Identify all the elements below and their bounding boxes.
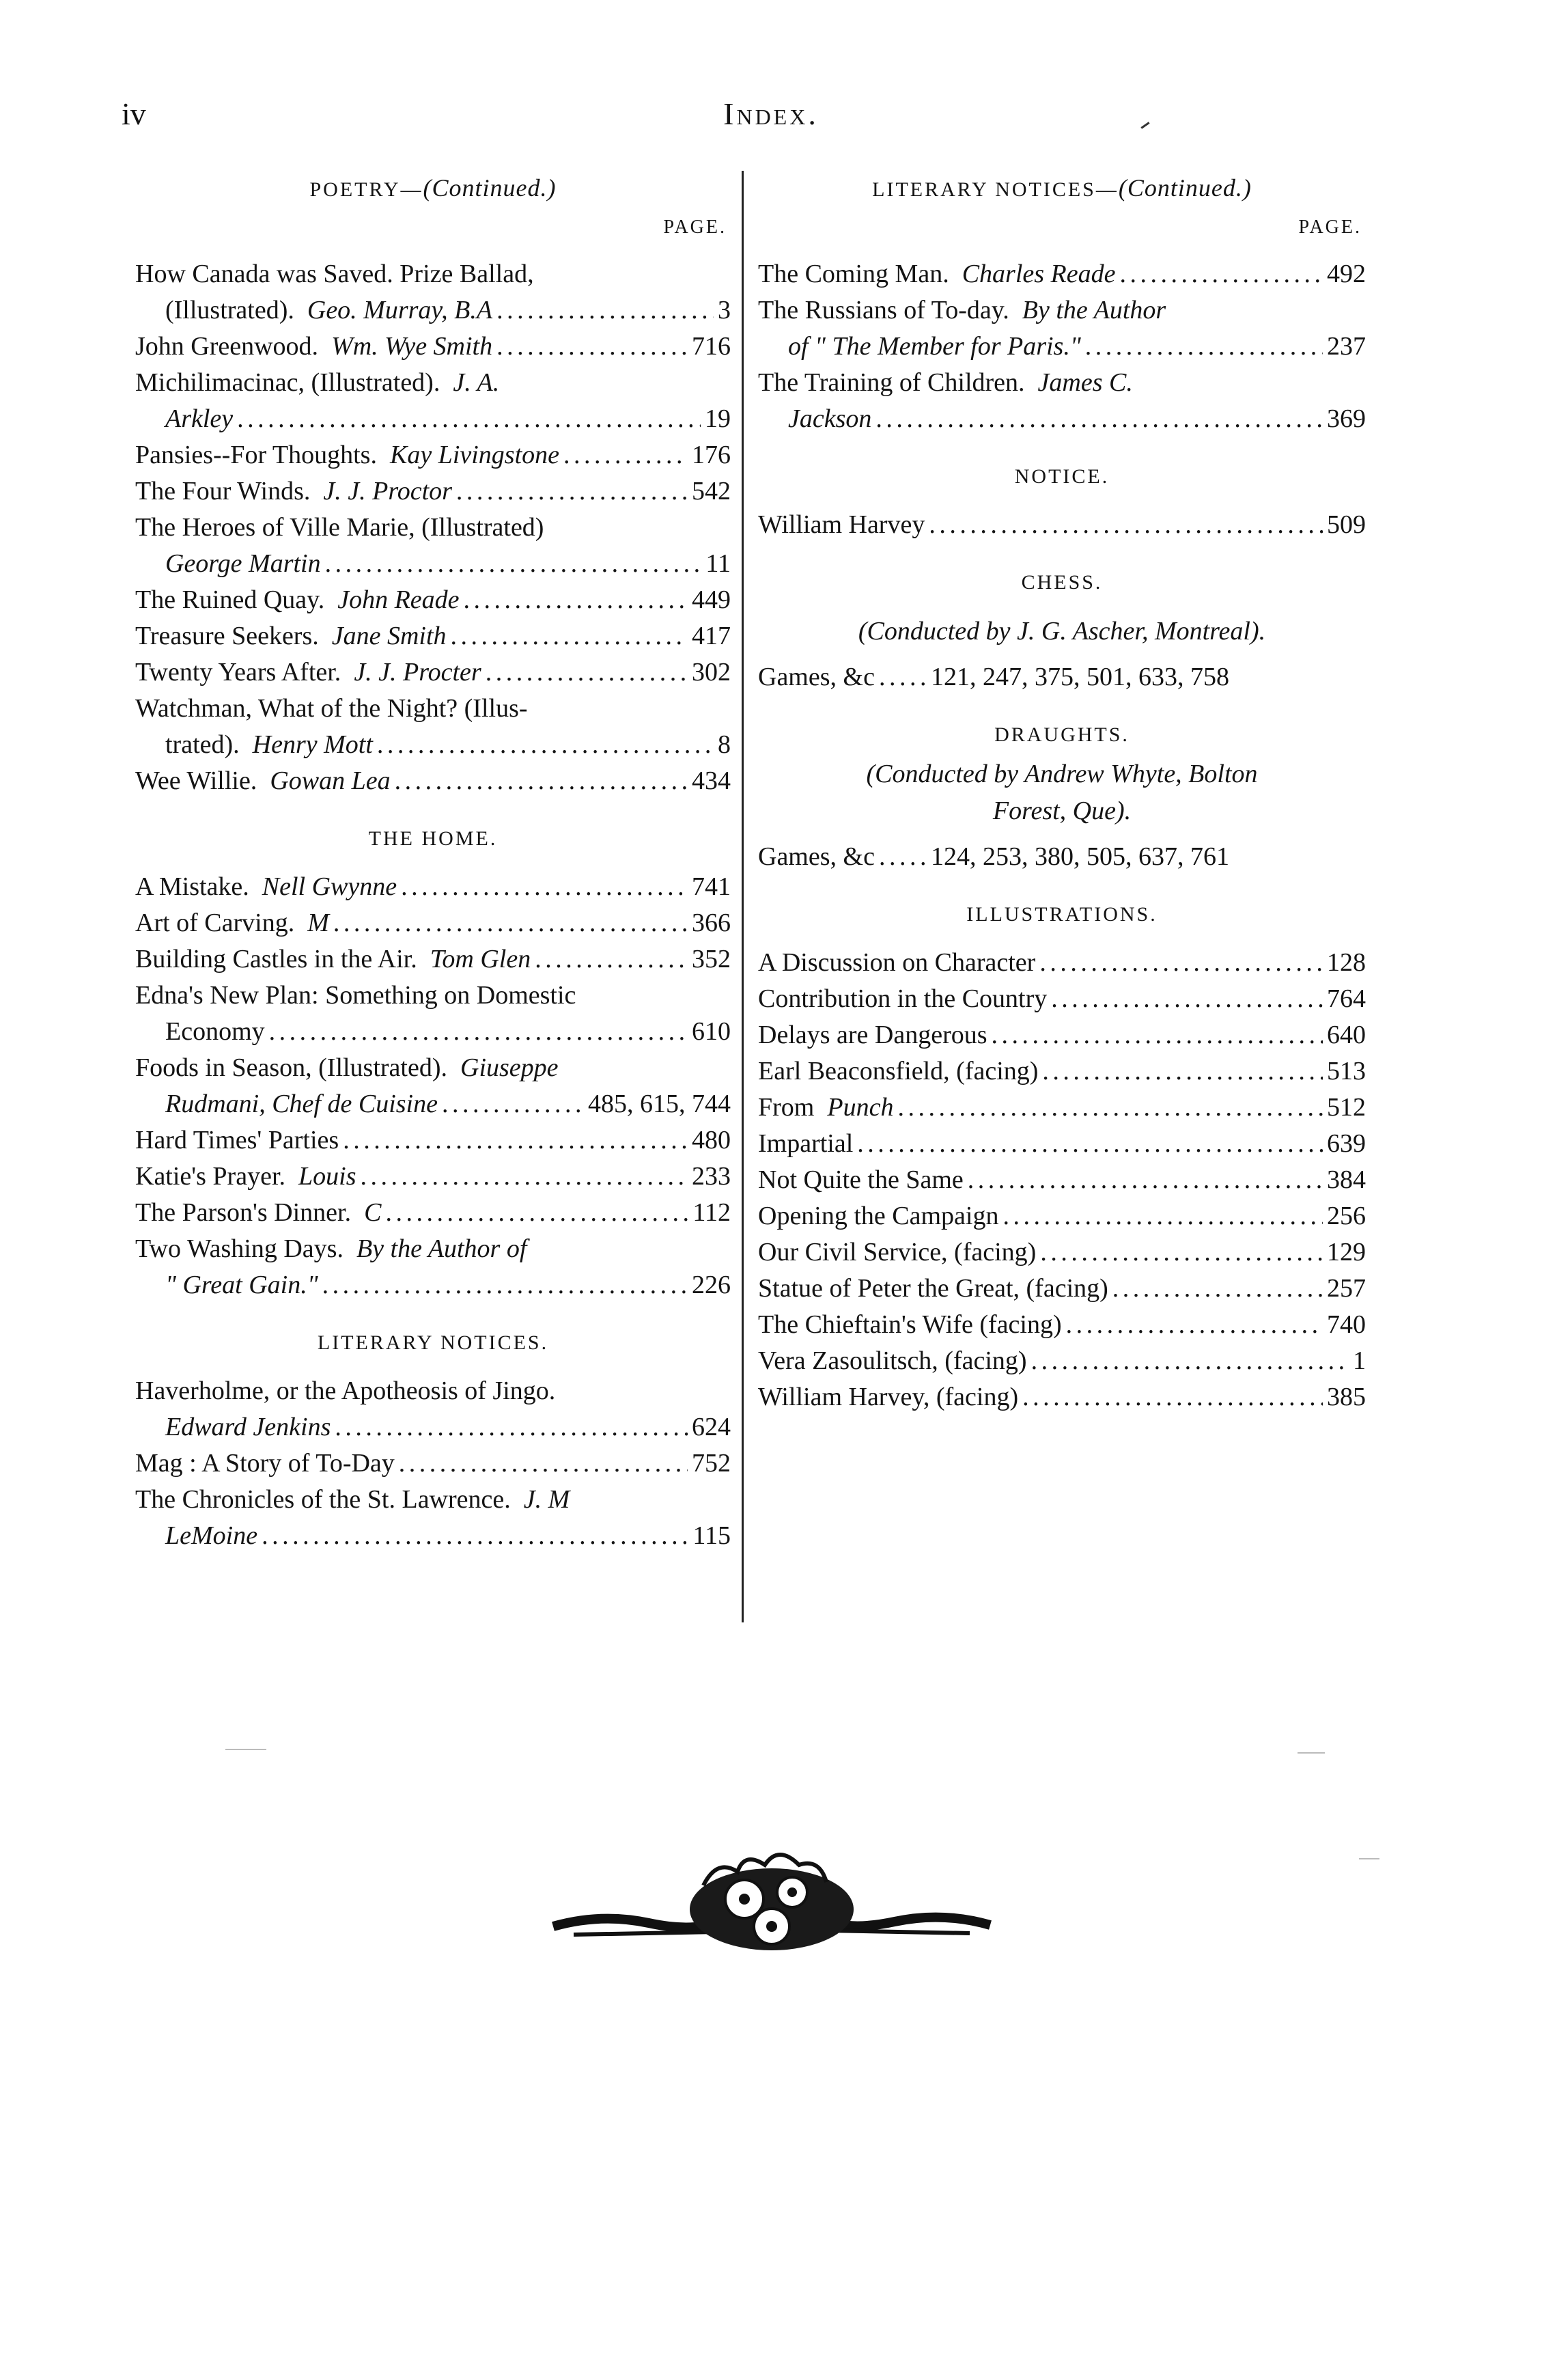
entry-title: The Russians of To-day. [758, 296, 1009, 324]
entry-title-cont: trated). [165, 730, 240, 759]
entry-author: By the Author [1022, 296, 1166, 324]
entry-author: Henry Mott [252, 730, 373, 759]
section-heading-literary: LITERARY NOTICES. [317, 1331, 549, 1354]
entry-author: Nell Gwynne [262, 872, 397, 901]
entry-title: The Training of Children. [758, 368, 1025, 397]
entry-title: Watchman, What of the Night? (Illus- [135, 694, 528, 723]
entry-page: 610 [692, 1017, 731, 1046]
entry-author: Tom Glen [430, 945, 531, 973]
entry-page: 352 [692, 945, 731, 973]
entry-page: 256 [1327, 1202, 1366, 1230]
entry-author: John Reade [337, 585, 460, 614]
entry-title: William Harvey, (facing) [758, 1383, 1019, 1411]
index-entry [758, 1017, 1366, 1053]
entry-title: Two Washing Days. [135, 1234, 344, 1263]
index-entry [135, 1231, 731, 1303]
index-entry [758, 945, 1366, 981]
page-title: Index. [723, 96, 819, 131]
home-entries [135, 869, 731, 1303]
entry-author: M [307, 909, 329, 937]
entry-author: C [364, 1198, 382, 1227]
index-entry [135, 941, 731, 978]
entry-author: J. J. Procter [354, 658, 481, 687]
entry-page: 115 [692, 1521, 731, 1550]
entry-title: Hard Times' Parties [135, 1126, 339, 1154]
entry-title: Opening the Campaign [758, 1202, 999, 1230]
entry-title: The Chieftain's Wife (facing) [758, 1310, 1062, 1339]
entry-page: 485, 615, 744 [588, 1090, 731, 1118]
entry-author: Gowan Lea [270, 766, 391, 795]
entry-author: Giuseppe [460, 1053, 559, 1082]
entry-page: 716 [692, 332, 731, 361]
entry-title: From [758, 1093, 815, 1122]
entry-author: Punch [827, 1093, 894, 1122]
poetry-entries [135, 256, 731, 799]
entry-author: Rudmani, Chef de Cuisine [165, 1090, 438, 1118]
index-entry [758, 1053, 1366, 1090]
entry-page: 1 [1353, 1346, 1366, 1375]
entry-title: Art of Carving. [135, 909, 295, 937]
folio: iv [122, 96, 146, 131]
entry-title: Twenty Years After. [135, 658, 341, 687]
section-heading-illustrations: ILLUSTRATIONS. [966, 903, 1158, 926]
right-column [758, 167, 1366, 1415]
entry-title: The Parson's Dinner. [135, 1198, 352, 1227]
entry-title-cont: Economy [165, 1017, 265, 1046]
section-heading-literary-continued: LITERARY NOTICES—(Continued.) [872, 174, 1252, 202]
entry-title: Mag : A Story of To-Day [135, 1449, 395, 1478]
entry-title: Wee Willie. [135, 766, 257, 795]
page-column-label-right: PAGE. [1298, 217, 1362, 238]
index-entry [758, 1198, 1366, 1234]
entry-page: 624 [692, 1413, 731, 1441]
entry-page: 19 [705, 404, 731, 433]
entry-title: Building Castles in the Air. [135, 945, 417, 973]
entry-title: William Harvey [758, 510, 925, 539]
entry-title: Not Quite the Same [758, 1165, 964, 1194]
index-entry [758, 1090, 1366, 1126]
entry-page: 128 [1327, 948, 1366, 977]
index-entry [758, 292, 1366, 365]
entry-page: 385 [1327, 1383, 1366, 1411]
index-entry [135, 1445, 731, 1482]
entry-page: 237 [1327, 332, 1366, 361]
entry-title: The Heroes of Ville Marie, (Illustrated) [135, 513, 544, 542]
entry-page: 11 [705, 549, 731, 578]
index-entry [758, 1234, 1366, 1271]
section-heading-draughts: DRAUGHTS. [994, 723, 1130, 746]
entry-author: J. J. Proctor [323, 477, 452, 506]
index-entry [758, 365, 1366, 437]
entry-title: Foods in Season, (Illustrated). [135, 1053, 448, 1082]
literary-entries [135, 1373, 731, 1554]
index-entry [758, 1162, 1366, 1198]
entry-author: By the Author of [356, 1234, 527, 1263]
entry-title: The Coming Man. [758, 260, 949, 288]
index-entry [135, 1482, 731, 1554]
index-entry [135, 1373, 731, 1445]
entry-page: 509 [1327, 510, 1366, 539]
entry-title: Haverholme, or the Apotheosis of Jingo. [135, 1376, 556, 1405]
entry-title: Michilimacinac, (Illustrated). [135, 368, 440, 397]
floral-tailpiece-ornament [546, 1844, 997, 1974]
left-column [135, 167, 731, 1554]
entry-title: Pansies--For Thoughts. [135, 441, 377, 469]
entry-page: 417 [692, 622, 731, 650]
draughts-games: Games, &c . . . 124, 253, 380, 505, 637, 761 [758, 839, 1366, 875]
entry-page: 384 [1327, 1165, 1366, 1194]
section-heading-home: THE HOME. [368, 827, 498, 850]
section-heading-poetry: POETRY—(Continued.) [309, 174, 557, 202]
entry-page: 8 [718, 730, 731, 759]
entry-author: Arkley [165, 404, 234, 433]
index-entry [758, 981, 1366, 1017]
entry-title: Vera Zasoulitsch, (facing) [758, 1346, 1027, 1375]
entry-page: 513 [1327, 1057, 1366, 1085]
entry-title: A Discussion on Character [758, 948, 1036, 977]
entry-author: " Great Gain." [165, 1271, 318, 1299]
index-entry [135, 1050, 731, 1122]
entry-author: Wm. Wye Smith [331, 332, 493, 361]
index-entry [135, 473, 731, 510]
entry-title: Delays are Dangerous [758, 1021, 987, 1049]
entry-author: Edward Jenkins [165, 1413, 331, 1441]
entry-page: 366 [692, 909, 731, 937]
index-entry [135, 869, 731, 905]
entry-author: Geo. Murray, B.A [307, 296, 493, 324]
index-entry [758, 1271, 1366, 1307]
column-divider [742, 171, 744, 1622]
chess-games: Games, &c . . . 121, 247, 375, 501, 633, 758 [758, 659, 1366, 695]
entry-title: Katie's Prayer. [135, 1162, 286, 1191]
entry-page: 233 [692, 1162, 731, 1191]
entry-title-cont: (Illustrated). [165, 296, 294, 324]
entry-author: J. M [523, 1485, 570, 1514]
index-entry [135, 1122, 731, 1159]
index-entry [758, 1379, 1366, 1415]
section-heading-notice: NOTICE. [1014, 465, 1110, 488]
index-entry [135, 365, 731, 437]
entry-author: James C. [1037, 368, 1133, 397]
entry-author: Jane Smith [331, 622, 447, 650]
scan-mark [225, 1749, 266, 1750]
entry-page: 639 [1327, 1129, 1366, 1158]
scan-mark [1359, 1858, 1379, 1859]
entry-title: A Mistake. [135, 872, 249, 901]
entry-page: 129 [1327, 1238, 1366, 1267]
entry-page: 449 [692, 585, 731, 614]
entry-page: 480 [692, 1126, 731, 1154]
index-entry [135, 1159, 731, 1195]
index-entry [135, 618, 731, 654]
entry-author: Louis [298, 1162, 356, 1191]
entry-page: 740 [1327, 1310, 1366, 1339]
entry-title: The Ruined Quay. [135, 585, 325, 614]
entry-page: 512 [1327, 1093, 1366, 1122]
entry-author: George Martin [165, 549, 321, 578]
draughts-conducted-by-2: Forest, Que). [992, 797, 1132, 825]
entry-title: John Greenwood. [135, 332, 319, 361]
running-head [0, 96, 1542, 150]
page-column-label: PAGE. [663, 217, 727, 238]
index-entry [135, 763, 731, 799]
index-entry [758, 507, 1366, 543]
index-entry [135, 1195, 731, 1231]
chess-conducted-by: (Conducted by J. G. Ascher, Montreal). [858, 617, 1266, 646]
entry-author: of " The Member for Paris." [788, 332, 1081, 361]
entry-page: 369 [1327, 404, 1366, 433]
section-heading-chess: CHESS. [1021, 571, 1103, 594]
entry-page: 257 [1327, 1274, 1366, 1303]
entry-page: 492 [1327, 260, 1366, 288]
scan-mark [1298, 1752, 1325, 1754]
index-entry [135, 437, 731, 473]
entry-page: 764 [1327, 984, 1366, 1013]
index-entry [135, 256, 731, 329]
entry-page: 226 [692, 1271, 731, 1299]
index-entry [135, 329, 731, 365]
entry-title: The Four Winds. [135, 477, 311, 506]
entry-author: J. A. [453, 368, 500, 397]
index-entry [135, 905, 731, 941]
index-entry [758, 1126, 1366, 1162]
entry-title: The Chronicles of the St. Lawrence. [135, 1485, 511, 1514]
entry-title: Treasure Seekers. [135, 622, 319, 650]
entry-title: Contribution in the Country [758, 984, 1048, 1013]
index-entry [135, 654, 731, 691]
index-entry [135, 510, 731, 582]
entry-author: Jackson [788, 404, 872, 433]
literary-continued-entries [758, 256, 1366, 437]
index-entry [135, 691, 731, 763]
entry-page: 434 [692, 766, 731, 795]
entry-title: Impartial [758, 1129, 854, 1158]
entry-page: 640 [1327, 1021, 1366, 1049]
index-entry [758, 256, 1366, 292]
index-entry [758, 1307, 1366, 1343]
illustration-entries [758, 945, 1366, 1415]
entry-page: 302 [692, 658, 731, 687]
index-entry [135, 978, 731, 1050]
entry-title: Earl Beaconsfield, (facing) [758, 1057, 1039, 1085]
entry-title: Our Civil Service, (facing) [758, 1238, 1037, 1267]
entry-page: 112 [692, 1198, 731, 1227]
entry-title: Edna's New Plan: Something on Domestic [135, 981, 576, 1010]
index-entry [758, 1343, 1366, 1379]
entry-page: 176 [692, 441, 731, 469]
draughts-conducted-by-1: (Conducted by Andrew Whyte, Bolton [866, 760, 1258, 788]
entry-title: Statue of Peter the Great, (facing) [758, 1274, 1108, 1303]
entry-title: How Canada was Saved. Prize Ballad, [135, 260, 534, 288]
index-entry [135, 582, 731, 618]
entry-author: LeMoine [165, 1521, 258, 1550]
entry-page: 542 [692, 477, 731, 506]
entry-page: 741 [692, 872, 731, 901]
entry-page: 752 [692, 1449, 731, 1478]
entry-page: 3 [718, 296, 731, 324]
notice-entries [758, 507, 1366, 543]
entry-author: Charles Reade [962, 260, 1116, 288]
entry-author: Kay Livingstone [389, 441, 560, 469]
